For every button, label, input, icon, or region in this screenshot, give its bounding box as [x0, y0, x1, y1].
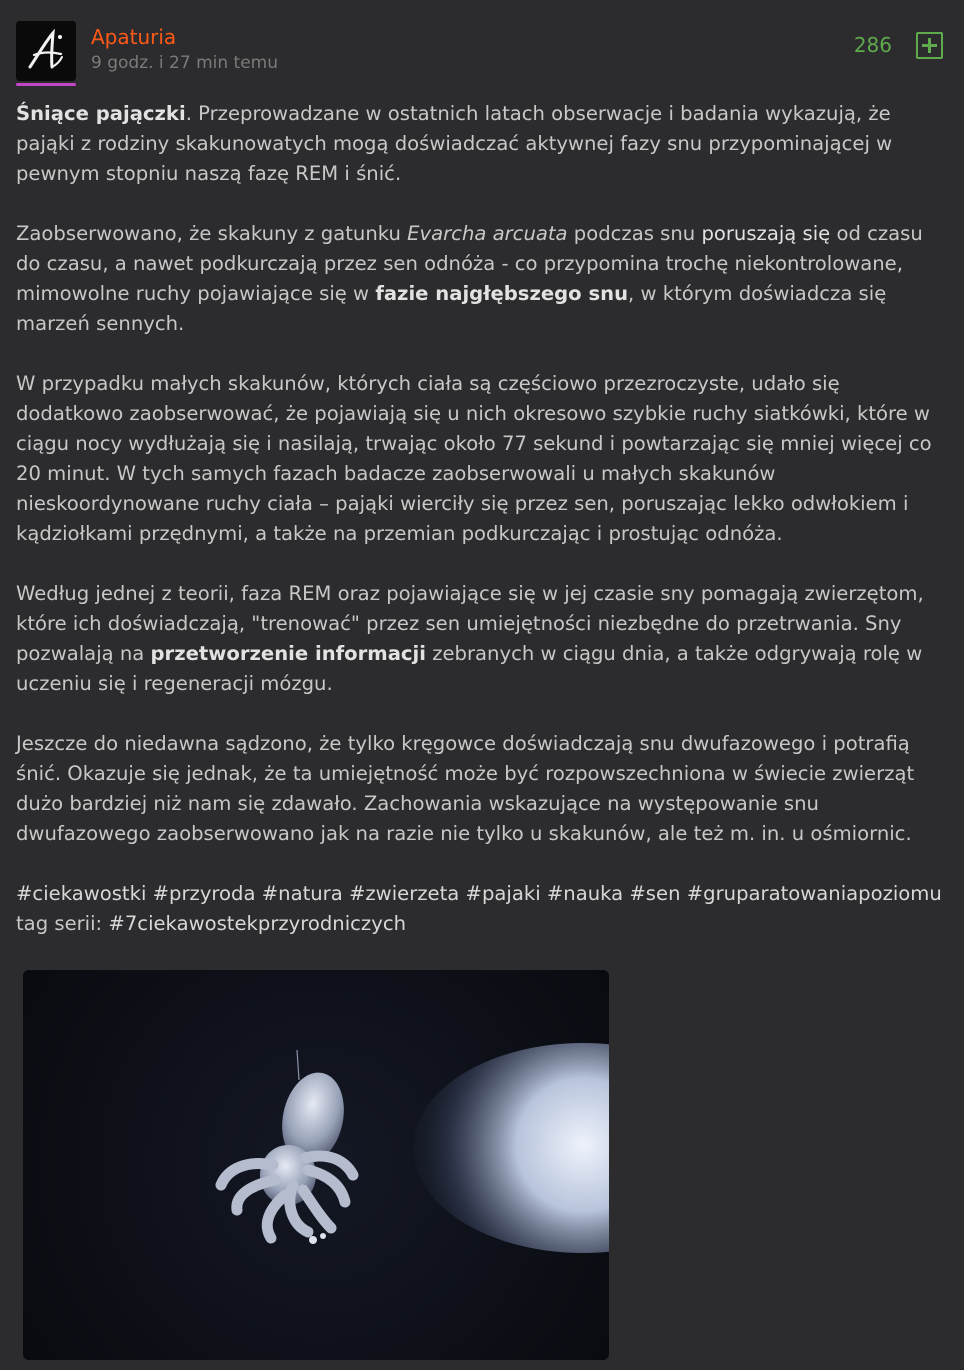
paragraph-text: . Przeprowadzane w ostatnich latach obserwacje i badania wykazują, że pająki z rodziny skakunowatych mogą doświadczać aktywnej fazy snu przypominającej w pewnym stopniu naszą fazę REM i śnić. [16, 102, 893, 185]
series-tag-link[interactable]: #7ciekawostekprzyrodniczych [108, 912, 407, 935]
paragraph-1 [16, 99, 946, 189]
paragraph-text: , w którym doświadcza się marzeń sennych. [16, 282, 887, 335]
tag-link[interactable]: #przyroda [152, 882, 256, 905]
tag-link[interactable]: #natura [261, 882, 343, 905]
tag-link[interactable]: #nauka [546, 882, 624, 905]
paragraph-2 [16, 219, 946, 339]
avatar-logo-icon [16, 21, 76, 81]
tag-link[interactable]: #zwierzeta [348, 882, 460, 905]
plus-icon [918, 34, 941, 57]
tag-link[interactable]: #sen [629, 882, 681, 905]
species-name: Evarcha arcuata [407, 222, 568, 245]
paragraph-3: W przypadku małych skakunów, których ciała są częściowo przezroczyste, udało się dodatkowo zaobserwować, że pojawiają się u nich okresowo szybkie ruchy siatkówki, które w ciągu nocy wydłużają się i nasilają, trwając około 77 sekund i powtarzając się mniej więcej co 20 minut. W tych samych fazach badacze zaobserwowali u małych skakunów nieskoordynowane ruchy ciała – pająki wierciły się przez sen, poruszając lekko odwłokiem i kądziołkami przędnymi, a także na przemian podkurczając i prostując odnóża. [16, 372, 932, 545]
upvote-button[interactable] [916, 32, 943, 59]
avatar[interactable] [16, 21, 76, 81]
paragraph-text: Według jednej z teorii, faza REM oraz pojawiające się w jej czasie sny pomagają zwierzętom, które ich doświadczają, "trenować" przez sen umiejętności niezbędne do przetrwania. Sny pozwalają na [16, 582, 924, 665]
paragraph-text: podczas snu [567, 222, 702, 245]
series-label: tag serii: [16, 912, 103, 935]
paragraph-5: Jeszcze do niedawna sądzono, że tylko kręgowce doświadczają snu dwufazowego i potrafią śnić. Okazuje się jednak, że ta umiejętność może być rozpowszechniona w świecie zwierząt dużo bardziej niż nam się zdawało. Zachowania wskazujące na występowanie snu dwufazowego zaobserwowano jak na razie nie tylko u skakunów, ale też m. in. u ośmiornic. [16, 732, 915, 845]
vote-count: 286 [853, 33, 892, 57]
paragraph-text: Zaobserwowano, że skakuny z gatunku [16, 222, 408, 245]
author-link[interactable]: Apaturia [91, 25, 177, 49]
bold-phrase: przetworzenie informacji [150, 642, 426, 665]
bold-phrase: fazie najgłębszego snu [375, 282, 629, 305]
tag-link[interactable]: #pajaki [465, 882, 541, 905]
bold-phrase: Śniące pajączki [16, 102, 186, 125]
paragraph-text: od czasu do czasu, a nawet podkurczają przez sen odnóża - co przypomina trochę niekontrolowane, mimowolne ruchy pojawiające się w [16, 222, 923, 305]
post-body [16, 99, 946, 939]
tag-link[interactable]: #ciekawostki [16, 882, 147, 905]
inline-link[interactable]: poruszają się [701, 222, 831, 245]
spider-photo [23, 970, 609, 1360]
post-timestamp[interactable]: 9 godz. i 27 min temu [91, 53, 279, 73]
paragraph-text: zebranych w ciągu dnia, a także odgrywają rolę w uczeniu się i regeneracji mózgu. [16, 642, 923, 695]
tag-link[interactable]: #gruparatowaniapoziomu [686, 882, 942, 905]
avatar-status-bar [16, 83, 76, 86]
tag-list [16, 879, 946, 939]
post-image[interactable] [23, 970, 609, 1360]
paragraph-4 [16, 579, 946, 699]
